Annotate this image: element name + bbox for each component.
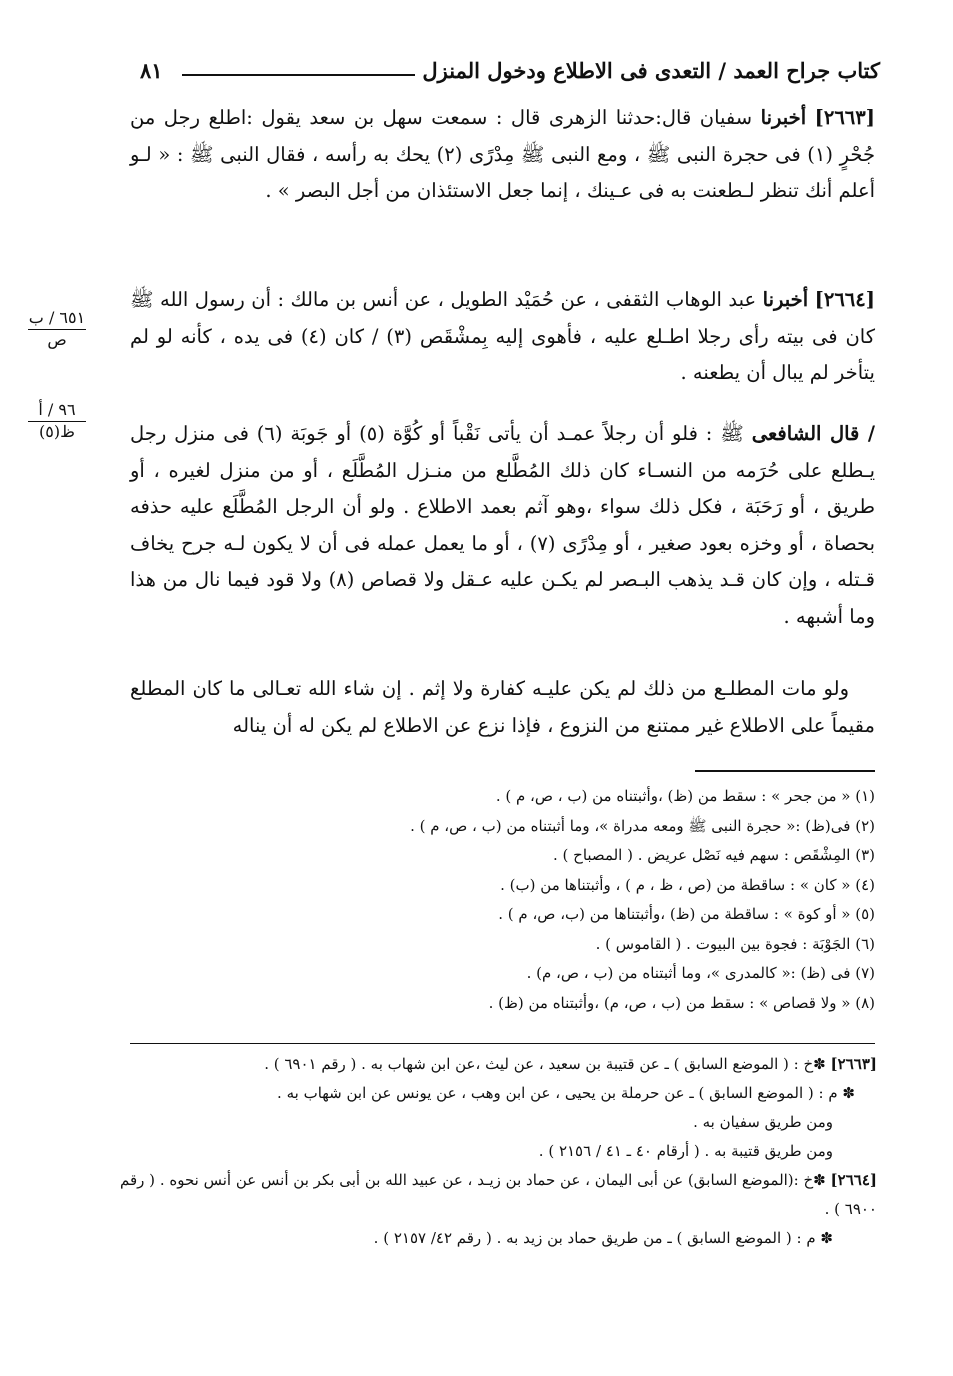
reference-text: ✽خ :(الموضع السابق) عن أبى اليمان ، عن حماد بن زيـد ، عن عبيد الله بن أبى بكر بن أنس عن أنس نحوه . ( رقم ٦٩٠٠ ) . bbox=[120, 1171, 877, 1218]
footnote-6: (٦) الجَوْبَة : فجوة بين البيوت . ( القاموس ) . bbox=[595, 934, 875, 953]
footnote-8: (٨) « ولا قصاص » : سقط من (ب ، ص، م) ،وأثبتناه من (ظ) . bbox=[488, 993, 875, 1012]
margin-note-1-bottom: ص bbox=[47, 330, 67, 349]
paragraph-2663 bbox=[130, 100, 875, 210]
reference-2664-line-1 bbox=[120, 1166, 877, 1224]
footnote-2: (٢) فى(ظ) :« حجرة النبى ﷺ ومعه مدراة »، وما أثبتناه من (ب ، ص، م ) . bbox=[410, 816, 875, 835]
margin-note-2-bottom: ظ(٥) bbox=[39, 422, 75, 441]
references bbox=[120, 1050, 877, 1253]
paragraph-lead: أخبرنا bbox=[762, 288, 809, 311]
paragraph-text: ولو مات المطلـع من ذلك لم يكن عليـه كفارة ولا إثم . إن شاء الله تعـالى ما كان المطلع مقيماً على الاطلاع غير ممتنع من النزوع ، فإذا نزع عن الاطلاع لم يكن له أن يناله bbox=[130, 677, 875, 737]
page-number: ٨١ bbox=[140, 58, 163, 83]
reference-2663-line-2: ✽ م : ( الموضع السابق ) ـ عن حرملة بن يحيى ، عن ابن وهب ، عن يونس عن ابن شهاب به . bbox=[277, 1084, 855, 1102]
paragraph-shafii bbox=[130, 416, 875, 635]
reference-2663-line-4: ومن طريق قتيبة به . ( أرقام ٤٠ ـ ٤١ / ٢١٥٦ ) . bbox=[538, 1142, 833, 1160]
footnote-7: (٧) فى (ظ) :« كالمدرى »، وما أثبتناه من (ب ، ص، م) . bbox=[526, 964, 875, 982]
reference-2664-line-2: ✽ م : ( الموضع السابق ) ـ من طريق حماد بن زيد به . ( رقم ٤٢/ ٢١٥٧ ) . bbox=[373, 1229, 833, 1247]
paragraph-text: عبد الوهاب الثقفى ، عن حُمَيْد الطويل ، عن أنس بن مالك : أن رسول الله ﷺ كان فى بيته رأى رجلا اطـلع عليه ، فأهوى إليه بِمشْقَص (٣) / كان (٤) فى يده ، كأنه لو لم يتأخر لم يبال أن يطعنه . bbox=[130, 288, 875, 384]
margin-note-1 bbox=[28, 308, 86, 350]
reference-number: [٢٦٦٤] bbox=[830, 1171, 877, 1189]
paragraph-lead: أخبرنا bbox=[760, 106, 807, 129]
footnotes-rule bbox=[695, 770, 875, 772]
paragraph-text: ﷺ : فلو أن رجلاً عمـد أن يأتى نَقْباً أو كُوَّة (٥) أو جَوبَة (٦) فى منزل رجل يـطلع على حُرَمه من النسـاء كان ذلك المُطَّلع من منـزل المُطَّلَع ، أو من منزل لغيره ، أو طريق ، أو رَحَبَة ، فكل ذلك سواء ،وهو آثم بعمد الاطلاع . ولو أن الرجل المُطَّلَع عليه حذفه بحصاة ، أو وخزه بعود صغير ، أو مِدْرًى (٧) ، أو ما يعمل عمله فى أن لا يكون لـه جرح يخاف قـتله ، وإن كان قـد يذهب البـصر لم يكـن عليه عـقل ولا قصاص (٨) ولا قود فيما نال من هذا وما أشبهه . bbox=[130, 422, 875, 628]
margin-note-2 bbox=[28, 400, 86, 442]
paragraph-lead: / قال الشافعى bbox=[751, 422, 876, 445]
references-rule bbox=[130, 1043, 875, 1044]
footnote-1: (١) « من جحر » : سقط من (ظ) ،وأثبتناه من (ب ، ص، م ) . bbox=[495, 787, 875, 805]
header-rule bbox=[182, 74, 415, 76]
hadith-number: [٢٦٦٤] bbox=[814, 288, 875, 311]
reference-2663-line-3: ومن طريق سفيان به . bbox=[693, 1113, 833, 1131]
reference-text: ✽خ : ( الموضع السابق ) ـ عن قتيبة بن سعيد ، عن ليث ،عن ابن شهاب به . ( رقم ٦٩٠١ ) . bbox=[264, 1055, 826, 1073]
paragraph-text: سفيان قال:حدثنا الزهرى قال : سمعت سهل بن سعد يقول :اطلع رجل من جُحْرٍ (١) فى حجرة النبى ﷺ ، ومع النبى ﷺ مِدْرًى (٢) يحك به رأسه ، فقال النبى ﷺ : « لـو أعلم أنك تنظر لـطعنت به فى عـينك ، إنما جعل الاستئذان من أجل البصر » . bbox=[130, 106, 875, 202]
margin-note-1-top: ٦٥١ / ب bbox=[28, 308, 86, 330]
running-header bbox=[140, 52, 880, 92]
reference-2663-line-1 bbox=[120, 1050, 877, 1079]
reference-number: [٢٦٦٣] bbox=[830, 1055, 877, 1073]
header-title: كتاب جراح العمد / التعدى فى الاطلاع ودخول المنزل bbox=[422, 58, 880, 83]
margin-note-2-top: ٩٦ / أ bbox=[28, 400, 86, 422]
paragraph-2664 bbox=[130, 282, 875, 392]
paragraph-continuation bbox=[130, 671, 875, 744]
hadith-number: [٢٦٦٣] bbox=[814, 106, 875, 129]
footnotes-list bbox=[300, 782, 875, 1018]
footnote-4: (٤) « كان » : ساقطة من (ص ، ظ ، م ) ، وأثبتناها من (ب) . bbox=[500, 875, 875, 894]
footnote-5: (٥) « أو كوة » : ساقطة من (ظ) ،وأثبتناها من (ب، ص، م ) . bbox=[498, 905, 875, 923]
footnote-3: (٣) المِشْقَص : سهم فيه نَصْل عريض . ( المصباح ) . bbox=[553, 846, 875, 864]
